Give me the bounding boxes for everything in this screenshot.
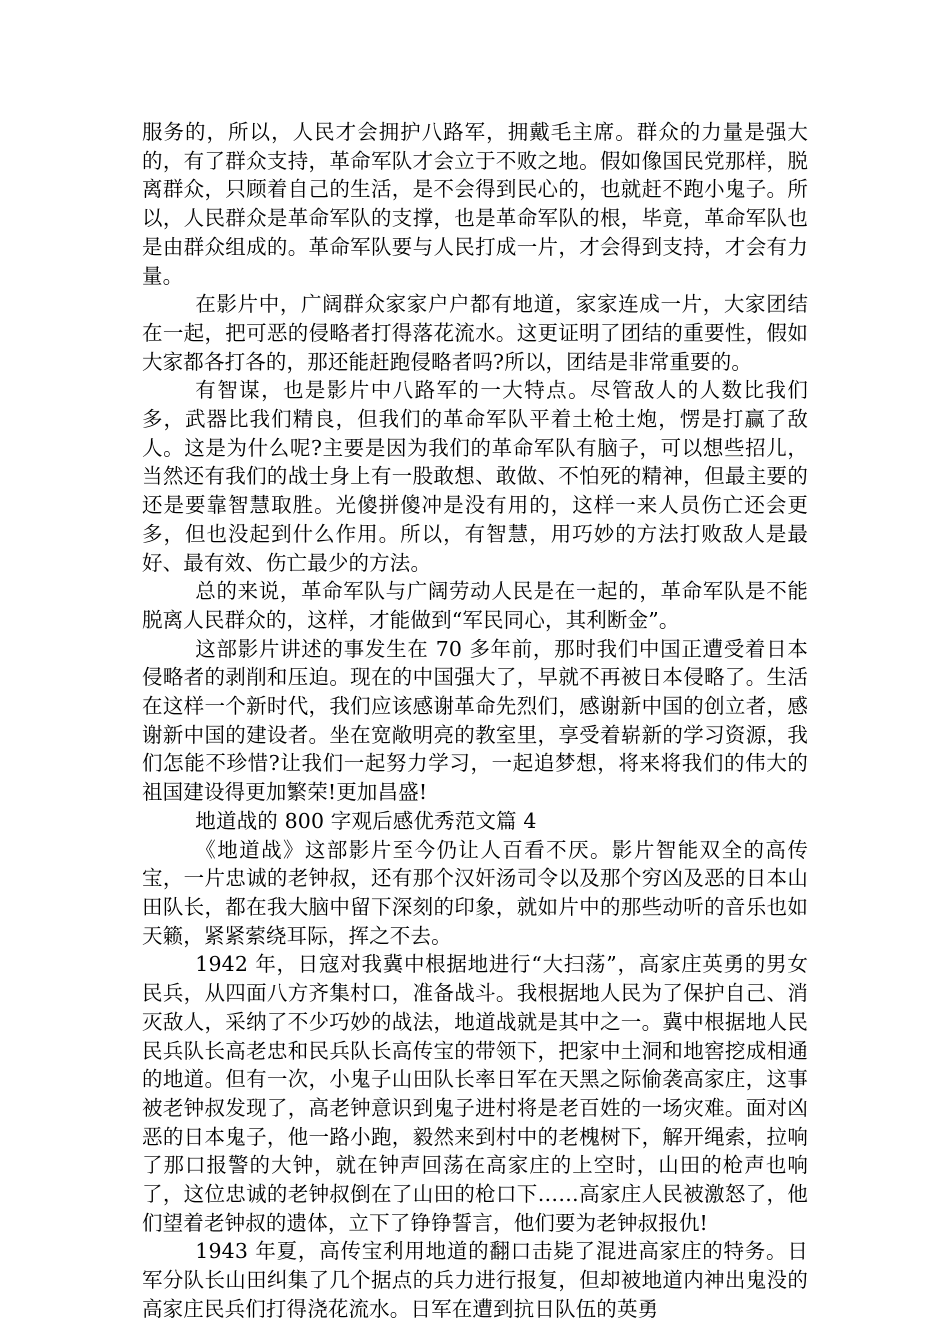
body-paragraph: 总的来说，革命军队与广阔劳动人民是在一起的，革命军队是不能脱离人民群众的，这样，才能做到“军民同心，其利断金”。	[142, 579, 808, 632]
body-paragraph: 这部影片讲述的事发生在 70 多年前，那时我们中国正遭受着日本侵略者的剥削和压迫。现在的中国强大了，早就不再被日本侵略了。生活在这样一个新时代，我们应该感谢革命先烈们，感谢新中国的创立者，感谢新中国的建设者。坐在宽敞明亮的教室里，享受着崭新的学习资源，我们怎能不珍惜?让我们一起努力学习，一起追梦想，将来将我们的伟大的祖国建设得更加繁荣!更加昌盛!	[142, 636, 808, 805]
section-heading: 地道战的 800 字观后感优秀范文篇 4	[195, 808, 537, 833]
body-paragraph: 1942 年，日寇对我冀中根据地进行“大扫荡”，高家庄英勇的男女民兵，从四面八方齐集村口，准备战斗。我根据地人民为了保护自己、消灭敌人，采纳了不少巧妙的战法，地道战就是其中之一。冀中根据地人民民兵队长高老忠和民兵队长高传宝的带领下，把家中土洞和地窖挖成相通的地道。但有一次，小鬼子山田队长率日军在天黑之际偷袭高家庄，这事被老钟叔发现了，高老钟意识到鬼子进村将是老百姓的一场灾难。面对凶恶的日本鬼子，他一路小跑，毅然来到村中的老槐树下，解开绳索，拉响了那口报警的大钟，就在钟声回荡在高家庄的上空时，山田的枪声也响了，这位忠诚的老钟叔倒在了山田的枪口下……高家庄人民被激怒了，他们望着老钟叔的遗体，立下了铮铮誓言，他们要为老钟叔报仇!	[142, 952, 808, 1235]
body-paragraph: 有智谋，也是影片中八路军的一大特点。尽管敌人的人数比我们多，武器比我们精良，但我们的革命军队平着土枪土炮，愣是打赢了敌人。这是为什么呢?主要是因为我们的革命军队有脑子，可以想些招儿，当然还有我们的战士身上有一股敢想、敢做、不怕死的精神，但最主要的还是要靠智慧取胜。光傻拼傻冲是没有用的，这样一来人员伤亡还会更多，但也没起到什么作用。所以，有智慧，用巧妙的方法打败敌人是最好、最有效、伤亡最少的方法。	[142, 378, 808, 575]
document-page	[142, 118, 808, 1324]
body-paragraph: 服务的，所以，人民才会拥护八路军，拥戴毛主席。群众的力量是强大的，有了群众支持，革命军队才会立于不败之地。假如像国民党那样，脱离群众，只顾着自己的生活，是不会得到民心的，也就赶不跑小鬼子。所以，人民群众是革命军队的支撑，也是革命军队的根，毕竟，革命军队也是由群众组成的。革命军队要与人民打成一片，才会得到支持，才会有力量。	[142, 120, 808, 288]
body-paragraph: 《地道战》这部影片至今仍让人百看不厌。影片智能双全的高传宝，一片忠诚的老钟叔，还有那个汉奸汤司令以及那个穷凶及恶的日本山田队长，都在我大脑中留下深刻的印象，就如片中的那些动听的音乐也如天籁，紧紧萦绕耳际，挥之不去。	[142, 837, 808, 948]
body-paragraph: 在影片中，广阔群众家家户户都有地道，家家连成一片，大家团结在一起，把可恶的侵略者打得落花流水。这更证明了团结的重要性，假如大家都各打各的，那还能赶跑侵略者吗?所以，团结是非常重要的。	[142, 292, 808, 374]
body-paragraph: 1943 年夏，高传宝利用地道的翻口击毙了混进高家庄的特务。日军分队长山田纠集了几个据点的兵力进行报复，但却被地道内神出鬼没的高家庄民兵们打得浇花流水。日军在遭到抗日队伍的英勇	[142, 1239, 808, 1321]
